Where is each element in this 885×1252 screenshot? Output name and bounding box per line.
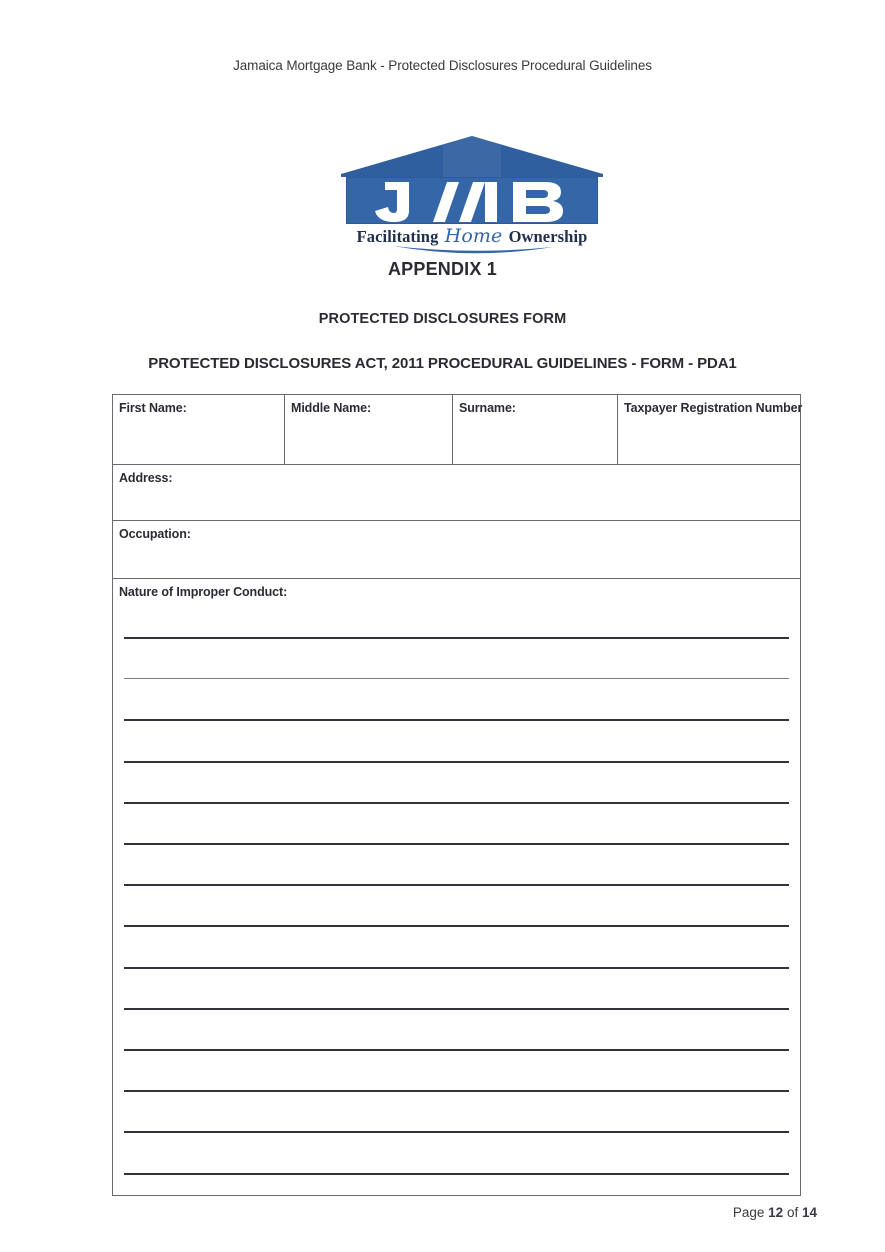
field-label-taxpayer-registration-number: Taxpayer Registration Number [624,401,803,415]
table-row-address[interactable] [113,465,800,521]
footer-separator: of [786,1205,799,1220]
field-label-surname: Surname: [459,401,516,415]
writing-line[interactable] [124,1008,789,1010]
writing-line[interactable] [124,1173,789,1175]
disclosure-form-table [112,394,801,1196]
jmb-logo [341,136,603,254]
field-middle-name[interactable] [285,395,453,464]
field-first-name[interactable] [113,395,285,464]
writing-line[interactable] [124,678,789,679]
field-label-address: Address: [119,471,173,485]
tagline-prefix: Facilitating [356,227,439,246]
form-title: PROTECTED DISCLOSURES FORM [318,311,567,327]
writing-line[interactable] [124,761,789,763]
act-title: PROTECTED DISCLOSURES ACT, 2011 PROCEDURAL GUIDELINES - FORM - PDA1 [148,355,737,372]
running-header: Jamaica Mortgage Bank - Protected Disclosures Procedural Guidelines [233,58,652,73]
logo-jmb-letters-icon [347,178,598,224]
writing-line[interactable] [124,1131,789,1133]
writing-line[interactable] [124,637,789,639]
field-label-middle-name: Middle Name: [291,401,372,415]
writing-line[interactable] [124,925,789,927]
logo-roof-icon [341,136,603,177]
writing-line[interactable] [124,802,789,804]
field-label-occupation: Occupation: [119,527,191,541]
field-address[interactable] [113,465,800,520]
field-surname[interactable] [453,395,618,464]
table-row-nature-of-improper-conduct[interactable] [113,579,800,1195]
page-footer [733,1205,817,1220]
logo-swoosh-icon [393,244,553,256]
footer-current-page: 12 [768,1205,784,1220]
writing-line[interactable] [124,843,789,845]
logo-wordmark-bar [346,177,598,224]
writing-line[interactable] [124,967,789,969]
field-label-first-name: First Name: [119,401,187,415]
tagline-home-word: Home [444,225,503,247]
field-occupation[interactable] [113,521,800,578]
writing-line[interactable] [124,1049,789,1051]
field-label-nature-of-improper-conduct: Nature of Improper Conduct: [119,585,288,599]
writing-line[interactable] [124,884,789,886]
writing-line[interactable] [124,1090,789,1092]
field-taxpayer-registration-number[interactable] [618,395,803,464]
table-row-occupation[interactable] [113,521,800,579]
footer-total-pages: 14 [801,1205,817,1220]
field-nature-of-improper-conduct[interactable] [113,579,800,1195]
table-row-names [113,395,803,465]
writing-line[interactable] [124,719,789,721]
appendix-title: APPENDIX 1 [387,259,498,279]
footer-prefix: Page [732,1205,765,1220]
tagline-suffix: Ownership [508,227,588,246]
